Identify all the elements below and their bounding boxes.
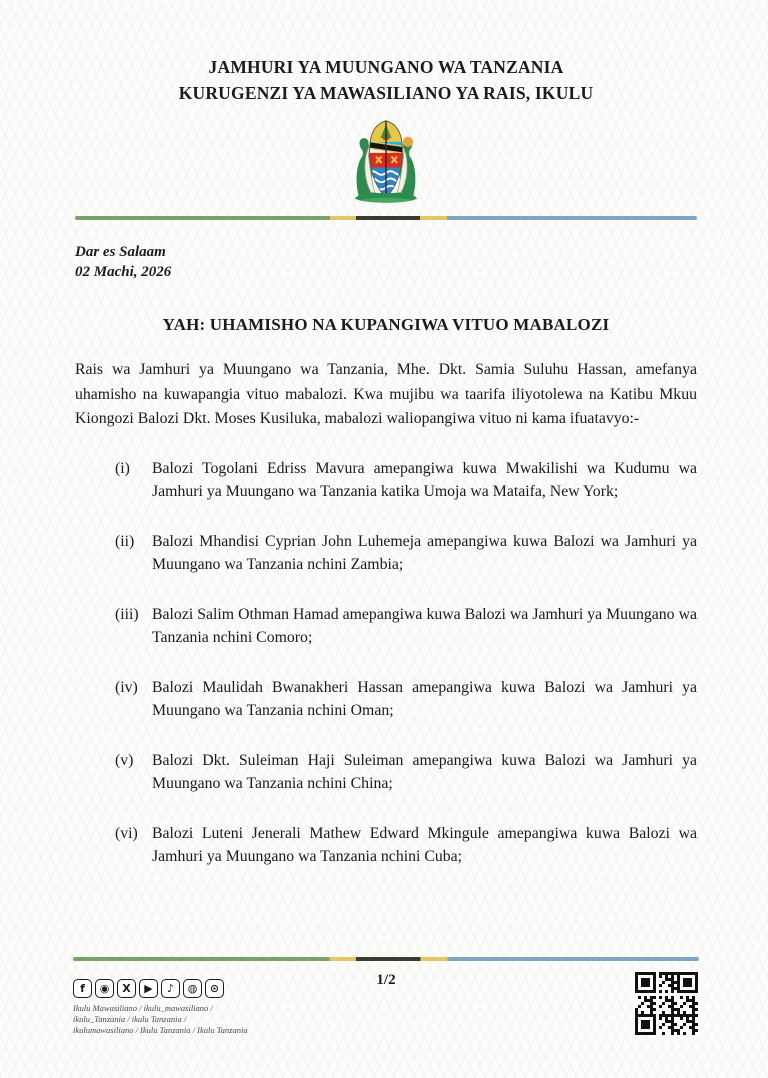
- list-item-text: Balozi Mhandisi Cyprian John Luhemeja amepangiwa kuwa Balozi wa Jamhuri ya Muungano wa Tanzania nchini Zambia;: [152, 532, 697, 573]
- intro-paragraph: Rais wa Jamhuri ya Muungano wa Tanzania, Mhe. Dkt. Samia Suluhu Hassan, amefanya uhamisho na kuwapangia vituo mabalozi. Kwa mujibu wa taarifa iliyotolewa na Katibu Mkuu Kiongozi Balozi Dkt. Moses Kusiluka, mabalozi waliopangiwa vituo ni kama ifuatavyo:-: [75, 361, 697, 427]
- list-item: [75, 822, 697, 869]
- list-item-marker: (iv): [115, 678, 138, 696]
- list-item: [75, 676, 697, 723]
- subject-title: YAH: UHAMISHO NA KUPANGIWA VITUO MABALOZI: [162, 315, 610, 334]
- list-item-text: Balozi Salim Othman Hamad amepangiwa kuwa Balozi wa Jamhuri ya Muungano wa Tanzania nchini Comoro;: [152, 605, 697, 646]
- tiktok-icon: ♪: [161, 979, 180, 998]
- dateline-place: Dar es Salaam: [75, 244, 166, 260]
- instagram-icon: ◉: [95, 979, 114, 998]
- list-item-marker: (i): [115, 459, 130, 477]
- dateline-date: 02 Machi, 2026: [75, 264, 172, 280]
- social-handles-line: Ikulu Mawasiliano / ikulu_mawasiliano /: [73, 1003, 213, 1013]
- ambassadors-list: [75, 457, 697, 869]
- list-item-marker: (ii): [115, 532, 135, 550]
- social-block: [73, 970, 248, 1036]
- list-item-text: Balozi Maulidah Bwanakheri Hassan amepangiwa kuwa Balozi wa Jamhuri ya Muungano wa Tanzania nchini Oman;: [152, 678, 697, 719]
- list-item-text: Balozi Togolani Edriss Mavura amepangiwa kuwa Mwakilishi wa Kudumu wa Jamhuri ya Muungano wa Tanzania katika Umoja wa Mataifa, New York;: [152, 459, 697, 500]
- page-footer: [73, 957, 699, 1036]
- spotify-icon: ◍: [183, 979, 202, 998]
- list-item: [75, 749, 697, 796]
- header-line-directorate: KURUGENZI YA MAWASILIANO YA RAIS, IKULU: [178, 83, 594, 103]
- x-icon: X: [117, 979, 136, 998]
- press-release-page: [0, 54, 768, 1078]
- list-item-text: Balozi Luteni Jenerali Mathew Edward Mkingule amepangiwa kuwa Balozi wa Jamhuri ya Muungano wa Tanzania nchini Cuba;: [152, 824, 697, 865]
- list-item: [75, 603, 697, 650]
- dateline: [75, 242, 697, 282]
- list-item: [75, 457, 697, 504]
- social-icons-row: [73, 979, 248, 998]
- page-number: 1/2: [376, 972, 396, 988]
- list-item-marker: (v): [115, 751, 134, 769]
- tanzania-coat-of-arms-icon: [331, 116, 441, 208]
- qr-grid: [635, 972, 698, 1035]
- podcast-icon: ⊙: [205, 979, 224, 998]
- social-handles-line: ikulumawasiliano / Ikulu Tanzania / Ikulu Tanzania: [73, 1025, 248, 1035]
- facebook-icon: f: [73, 979, 92, 998]
- document-header: [75, 54, 697, 106]
- list-item-marker: (vi): [115, 824, 138, 842]
- social-handles-line: ikulu_Tanzania / ikulu Tanzania /: [73, 1014, 187, 1024]
- flag-divider-top: [75, 216, 697, 220]
- list-item-marker: (iii): [115, 605, 139, 623]
- youtube-icon: ▶: [139, 979, 158, 998]
- qr-code: [633, 970, 699, 1036]
- header-line-republic: JAMHURI YA MUUNGANO WA TANZANIA: [208, 57, 564, 77]
- social-handles: [73, 1003, 248, 1036]
- list-item-text: Balozi Dkt. Suleiman Haji Suleiman amepangiwa kuwa Balozi wa Jamhuri ya Muungano wa Tanzania nchini China;: [152, 751, 697, 792]
- flag-divider-bottom: [73, 957, 699, 961]
- coat-of-arms-wrap: [75, 116, 697, 208]
- list-item: [75, 530, 697, 577]
